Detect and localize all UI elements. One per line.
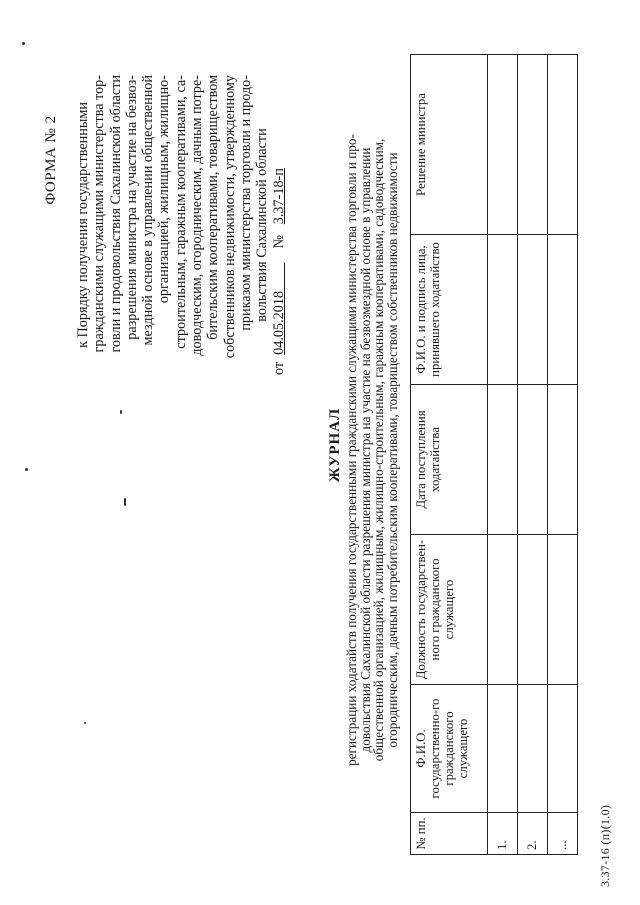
table-cell	[518, 235, 548, 385]
column-header-minister-decision: Решение министра	[411, 55, 488, 235]
table-cell	[488, 385, 518, 535]
number-prefix: №	[270, 234, 287, 249]
journal-subtitle-line: регистрации ходатайств получения государственными гражданскими служащими министерства торговли и про-	[344, 134, 359, 766]
approval-line: гражданскими служащими министерства тор-	[91, 75, 108, 353]
table-cell	[548, 55, 578, 235]
column-header-number: № пп.	[411, 813, 488, 855]
approval-line: собственников недвижимости, утвержденному	[221, 75, 238, 359]
form-number-title: ФОРМА № 2	[43, 115, 59, 205]
table-cell	[518, 685, 548, 813]
registration-table	[410, 54, 578, 855]
table-cell	[548, 235, 578, 385]
approval-reference-block	[75, 75, 287, 375]
table-cell	[488, 535, 518, 685]
journal-subtitle	[345, 55, 399, 845]
approval-line: к Порядку получения государственными	[75, 102, 91, 348]
column-header-employee-name: Ф.И.О. государственно-го гражданского служащего	[411, 685, 488, 813]
journal-subtitle-line: довольствия Сахалинской области разрешения министра на участие на безвозмездной основе в управлении	[357, 147, 373, 753]
table-row	[518, 55, 548, 855]
table-cell	[548, 535, 578, 685]
approval-date: 04.05.2018	[270, 290, 287, 355]
approval-line: доводческим, огородническим, дачным потре-	[189, 75, 206, 356]
column-header-receipt-date: Дата поступления ходатайства	[411, 385, 488, 535]
table-cell	[488, 235, 518, 385]
column-header-position: Должность государствен-ного гражданского служащего	[411, 535, 488, 685]
table-header-row	[411, 55, 488, 855]
table-row	[548, 55, 578, 855]
approval-line: мездной основе в управлении общественной	[140, 75, 157, 346]
table-cell: ...	[548, 813, 578, 855]
table-cell	[518, 535, 548, 685]
table-cell	[548, 685, 578, 813]
approval-number: 3.37-18-п	[270, 168, 287, 225]
scan-speck	[25, 468, 28, 471]
table-cell	[488, 55, 518, 235]
table-row	[488, 55, 518, 855]
table-cell	[548, 385, 578, 535]
scan-speck	[22, 42, 25, 45]
journal-title: ЖУРНАЛ	[327, 407, 343, 483]
scan-speck	[84, 722, 86, 724]
table-cell: 1.	[488, 813, 518, 855]
approval-line: организацией, жилищным, жилищно-	[156, 75, 173, 304]
journal-subtitle-line: огородническим, дачным потребительским кооперативами, товариществом собственников недвижимости	[384, 152, 400, 748]
approval-line: бительским кооперативами, товариществом	[205, 75, 222, 340]
date-prefix: от	[270, 361, 287, 375]
document-footer-code: 3.37-16 (п)(1.0)	[598, 804, 612, 887]
journal-subtitle-line: общественной организацией, жилищным, жилищно-строительным, гаражным кооперативами, садоводческим,	[371, 138, 387, 762]
approval-line: приказом министерства торговли и продо-	[237, 75, 254, 331]
table-cell	[518, 55, 548, 235]
scan-speck	[120, 410, 122, 414]
table-cell: 2.	[518, 813, 548, 855]
approval-date-number-line	[271, 75, 287, 375]
approval-line: строительным, гаражным кооперативами, са-	[172, 75, 189, 349]
table-cell	[488, 685, 518, 813]
approval-line: вольствия Сахалинской области	[254, 128, 271, 322]
scan-speck	[124, 498, 126, 506]
column-header-receiver-signature: Ф.И.О. и подпись лица, принявшего ходатайство	[411, 235, 488, 385]
table-cell	[518, 385, 548, 535]
approval-line: говли и продовольствия Сахалинской области	[107, 75, 124, 353]
approval-line: разрешения министра на участие на безвоз-	[123, 75, 140, 340]
